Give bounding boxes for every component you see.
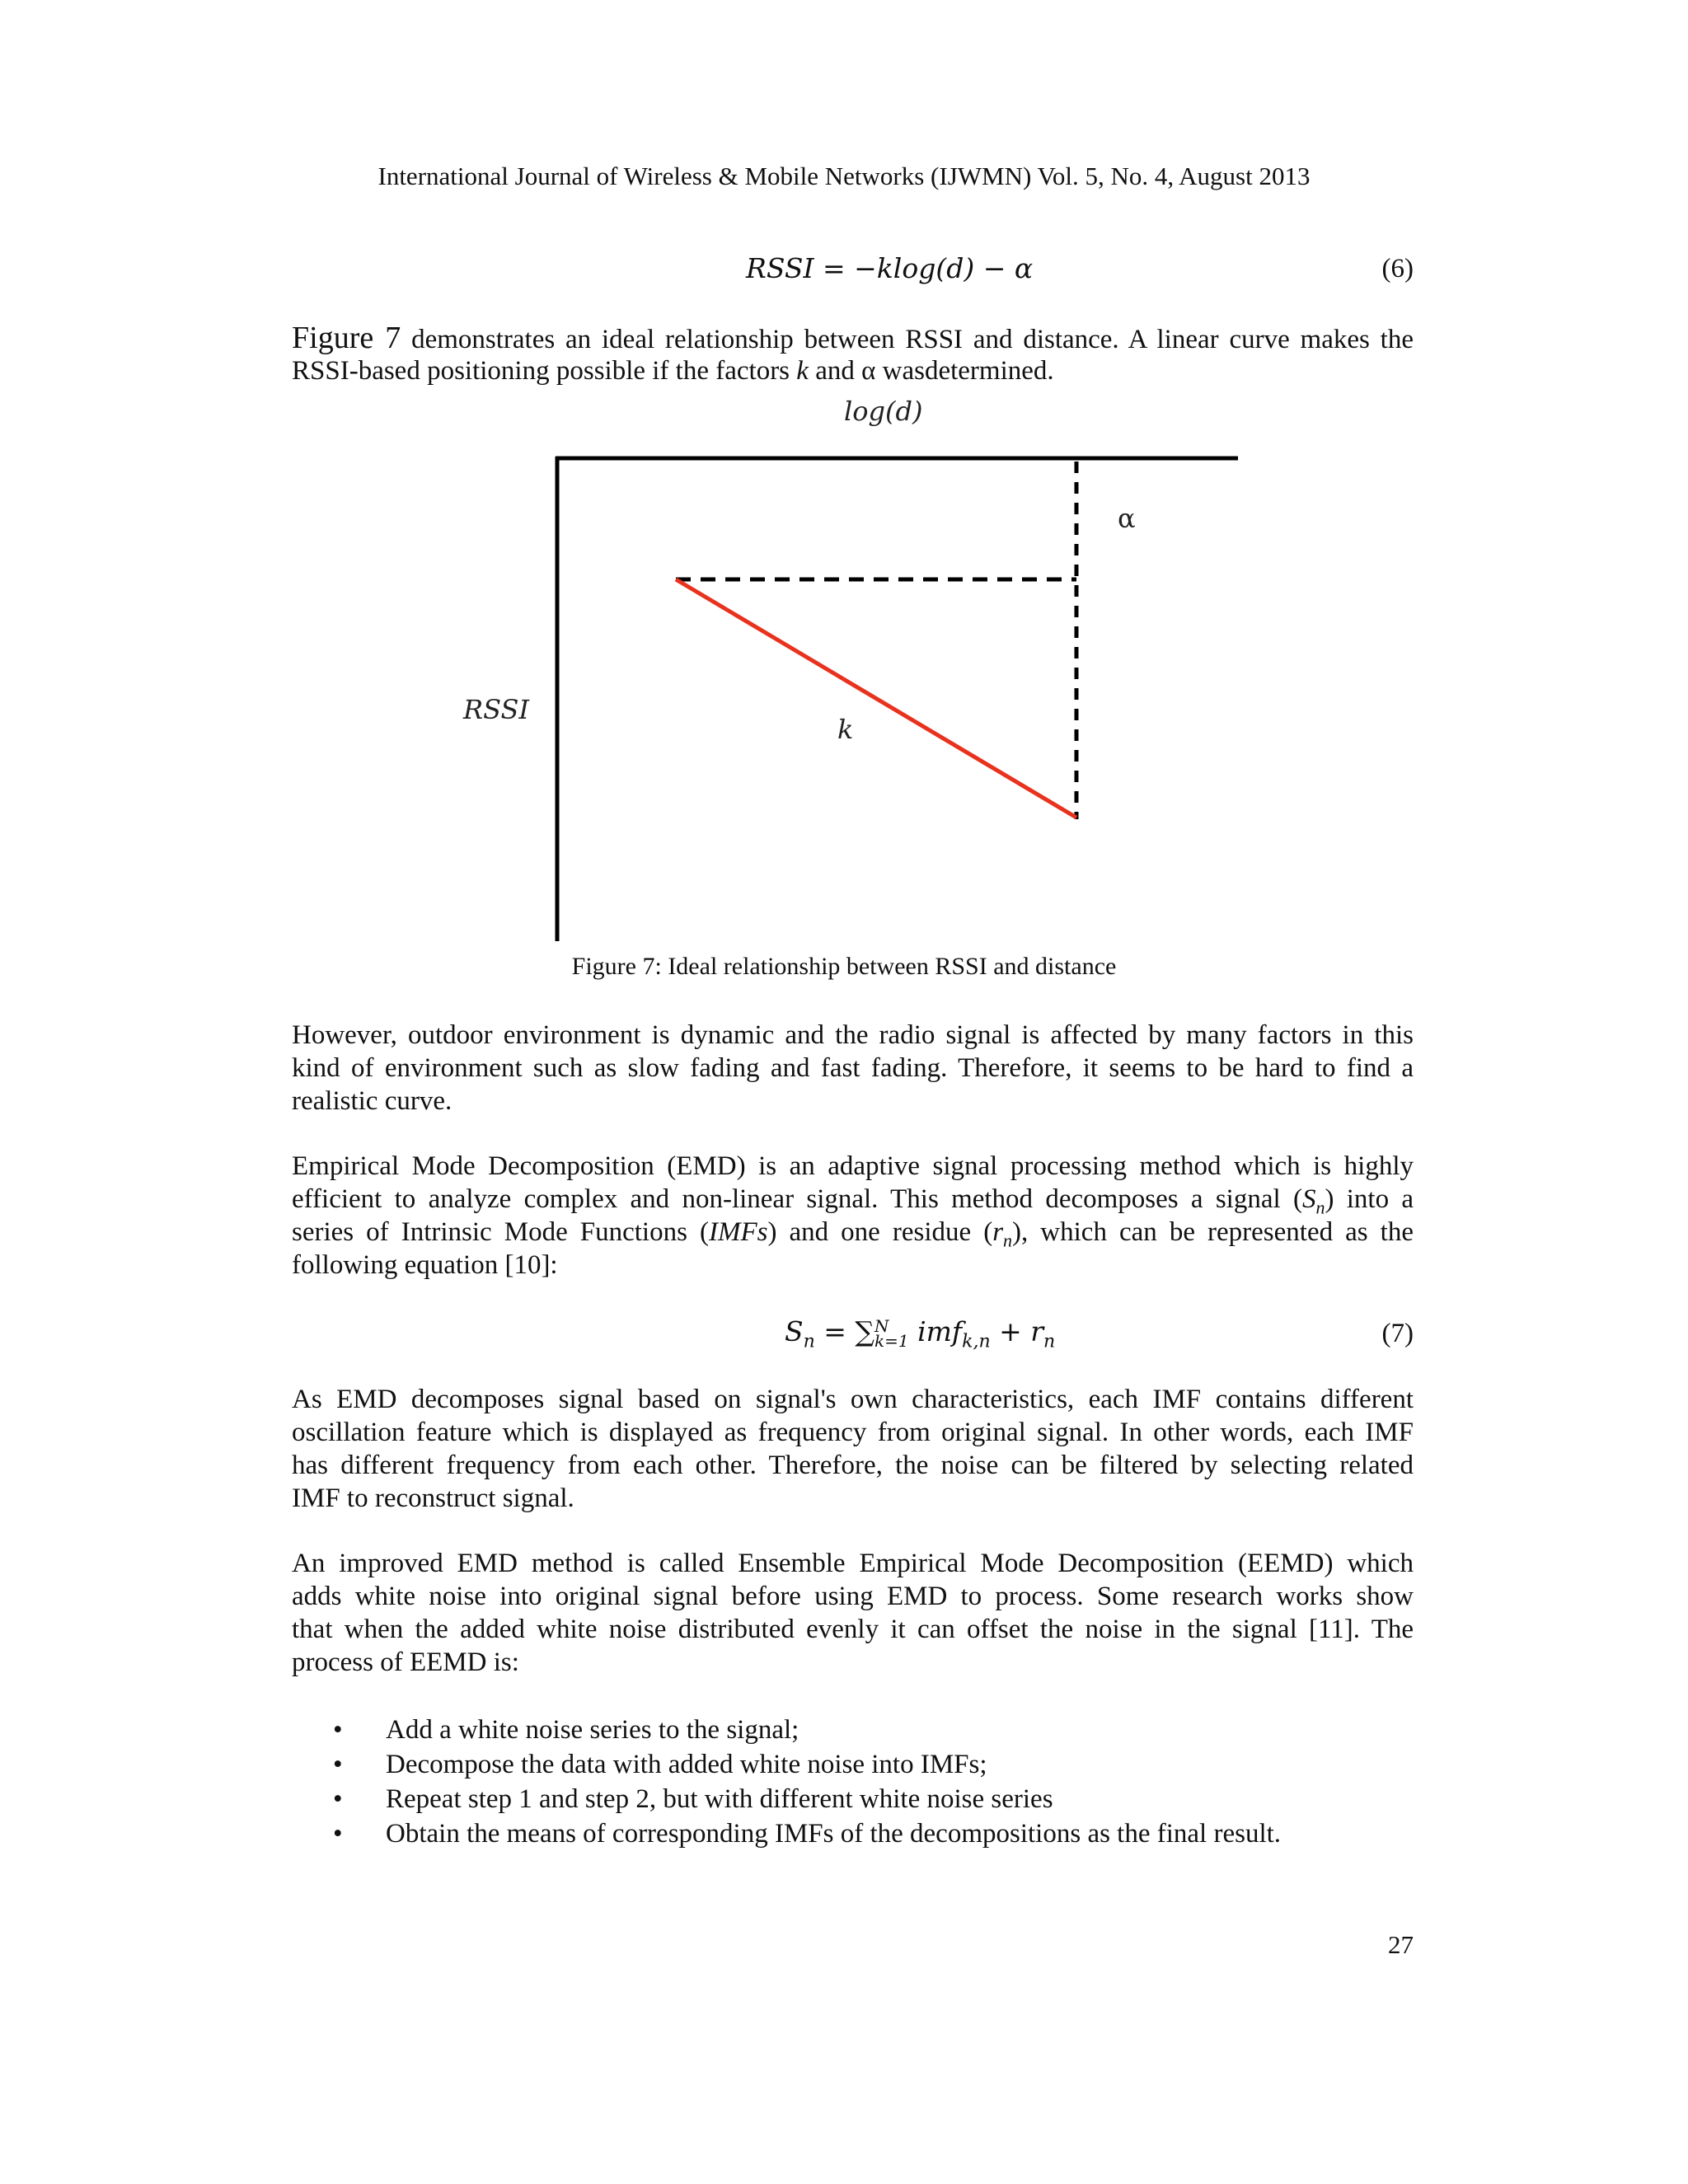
- para2-line-4: following equation [10]:: [292, 1250, 558, 1280]
- para1-line-1: However, outdoor environment is dynamic and the radio signal is affected by many factors in this: [292, 1020, 1414, 1050]
- para1-line-2: kind of environment such as slow fading and fast fading. Therefore, it seems to be hard to find a: [292, 1053, 1414, 1083]
- var-r: r: [992, 1217, 1004, 1247]
- list-item-text: Obtain the means of corresponding IMFs of the decompositions as the final result.: [386, 1819, 1282, 1849]
- equation-6-number: (6): [1381, 254, 1414, 284]
- para3-line-4: IMF to reconstruct signal.: [292, 1483, 574, 1513]
- intro-var-k: k: [796, 356, 809, 386]
- para4-line-1: An improved EMD method is called Ensemble Empirical Mode Decomposition (EEMD) which: [292, 1549, 1414, 1578]
- para1-line-3: realistic curve.: [292, 1086, 452, 1116]
- var-s: S: [1301, 1184, 1316, 1214]
- journal-header: International Journal of Wireless & Mobile Networks (IJWMN) Vol. 5, No. 4, August 2013: [377, 162, 1311, 190]
- para3-line-1: As EMD decomposes signal based on signal's own characteristics, each IMF contains different: [292, 1385, 1414, 1414]
- paragraph-emd: [292, 1150, 1414, 1282]
- figure-7-diagram: [0, 387, 1688, 948]
- para2-line-3-b: ) and one residue (: [767, 1217, 993, 1247]
- figure-ref-link[interactable]: Figure 7: [292, 321, 401, 355]
- y-axis-label: RSSI: [463, 694, 530, 725]
- para2-line-3-c: ), which can be represented as the: [1012, 1217, 1414, 1247]
- list-item-text: Repeat step 1 and step 2, but with different white noise series: [386, 1784, 1053, 1814]
- equation-6: RSSI = −klog(d) − α: [746, 252, 1034, 284]
- bullet-icon: •: [333, 1715, 343, 1745]
- eq7-plus: + r: [990, 1315, 1044, 1347]
- paragraph-outdoor: [292, 1019, 1414, 1118]
- var-s-sub: n: [1315, 1197, 1325, 1218]
- para4-line-3: that when the added white noise distributed evenly it can offset the noise in the signal [11]. The: [292, 1615, 1414, 1644]
- eq7-term-sub: k,n: [962, 1331, 991, 1352]
- eq7-term: imf: [908, 1315, 963, 1347]
- para2-line-2: [292, 1183, 1414, 1216]
- intro-line-2-text-a: RSSI-based positioning possible if the factors: [292, 356, 797, 386]
- paragraph-eemd: [292, 1547, 1414, 1679]
- var-r-sub: n: [1003, 1230, 1013, 1251]
- para2-line-2-b: ) into a: [1325, 1184, 1414, 1214]
- para4-line-4: process of EEMD is:: [292, 1647, 519, 1677]
- eq7-sum: = ∑: [814, 1315, 874, 1347]
- intro-line-2-text-b: and α wasdetermined.: [808, 356, 1054, 386]
- eq7-sum-sub: k=1: [874, 1331, 909, 1351]
- para2-line-2-a: efficient to analyze complex and non-linear signal. This method decomposes a signal (: [292, 1184, 1302, 1214]
- eq7-lhs-sub: n: [803, 1331, 815, 1352]
- figure-7: [0, 387, 1688, 948]
- para4-line-2: adds white noise into original signal before using EMD to process. Some research works show: [292, 1582, 1414, 1611]
- paragraph-emd-characteristics: [292, 1383, 1414, 1515]
- bullet-icon: •: [333, 1750, 343, 1779]
- bullet-icon: •: [333, 1819, 343, 1849]
- slope-line: [676, 579, 1076, 818]
- x-axis-label: log(d): [844, 396, 923, 427]
- para3-line-2: oscillation feature which is displayed as frequency from original signal. In other words, each IMF: [292, 1418, 1414, 1447]
- eq7-sum-sup: N: [874, 1316, 889, 1336]
- slope-label: k: [837, 714, 854, 745]
- list-item-text: Add a white noise series to the signal;: [386, 1715, 799, 1745]
- eq7-lhs: S: [785, 1315, 804, 1347]
- intro-line-1: [292, 321, 1414, 354]
- intro-paragraph: [292, 321, 1414, 387]
- page-number: 27: [1388, 1930, 1414, 1959]
- intro-line-2: [292, 354, 1414, 387]
- bullet-icon: •: [333, 1784, 343, 1814]
- var-imfs: IMFs: [708, 1217, 768, 1247]
- figure-7-caption: Figure 7: Ideal relationship between RSSI and distance: [571, 953, 1117, 980]
- eq7-plus-sub: n: [1043, 1331, 1056, 1352]
- para2-line-3: [292, 1216, 1414, 1249]
- para3-line-3: has different frequency from each other. Therefore, the noise can be filtered by selecting related: [292, 1451, 1414, 1480]
- list-item-text: Decompose the data with added white noise into IMFs;: [386, 1750, 987, 1779]
- alpha-label: α: [1118, 503, 1136, 534]
- equation-7-number: (7): [1381, 1319, 1414, 1348]
- para2-line-3-a: series of Intrinsic Mode Functions (: [292, 1217, 709, 1247]
- equation-7: [785, 1315, 1055, 1352]
- intro-line-1-text: demonstrates an ideal relationship between RSSI and distance. A linear curve makes the: [401, 325, 1414, 354]
- para2-line-1: Empirical Mode Decomposition (EMD) is an adaptive signal processing method which is highly: [292, 1151, 1414, 1181]
